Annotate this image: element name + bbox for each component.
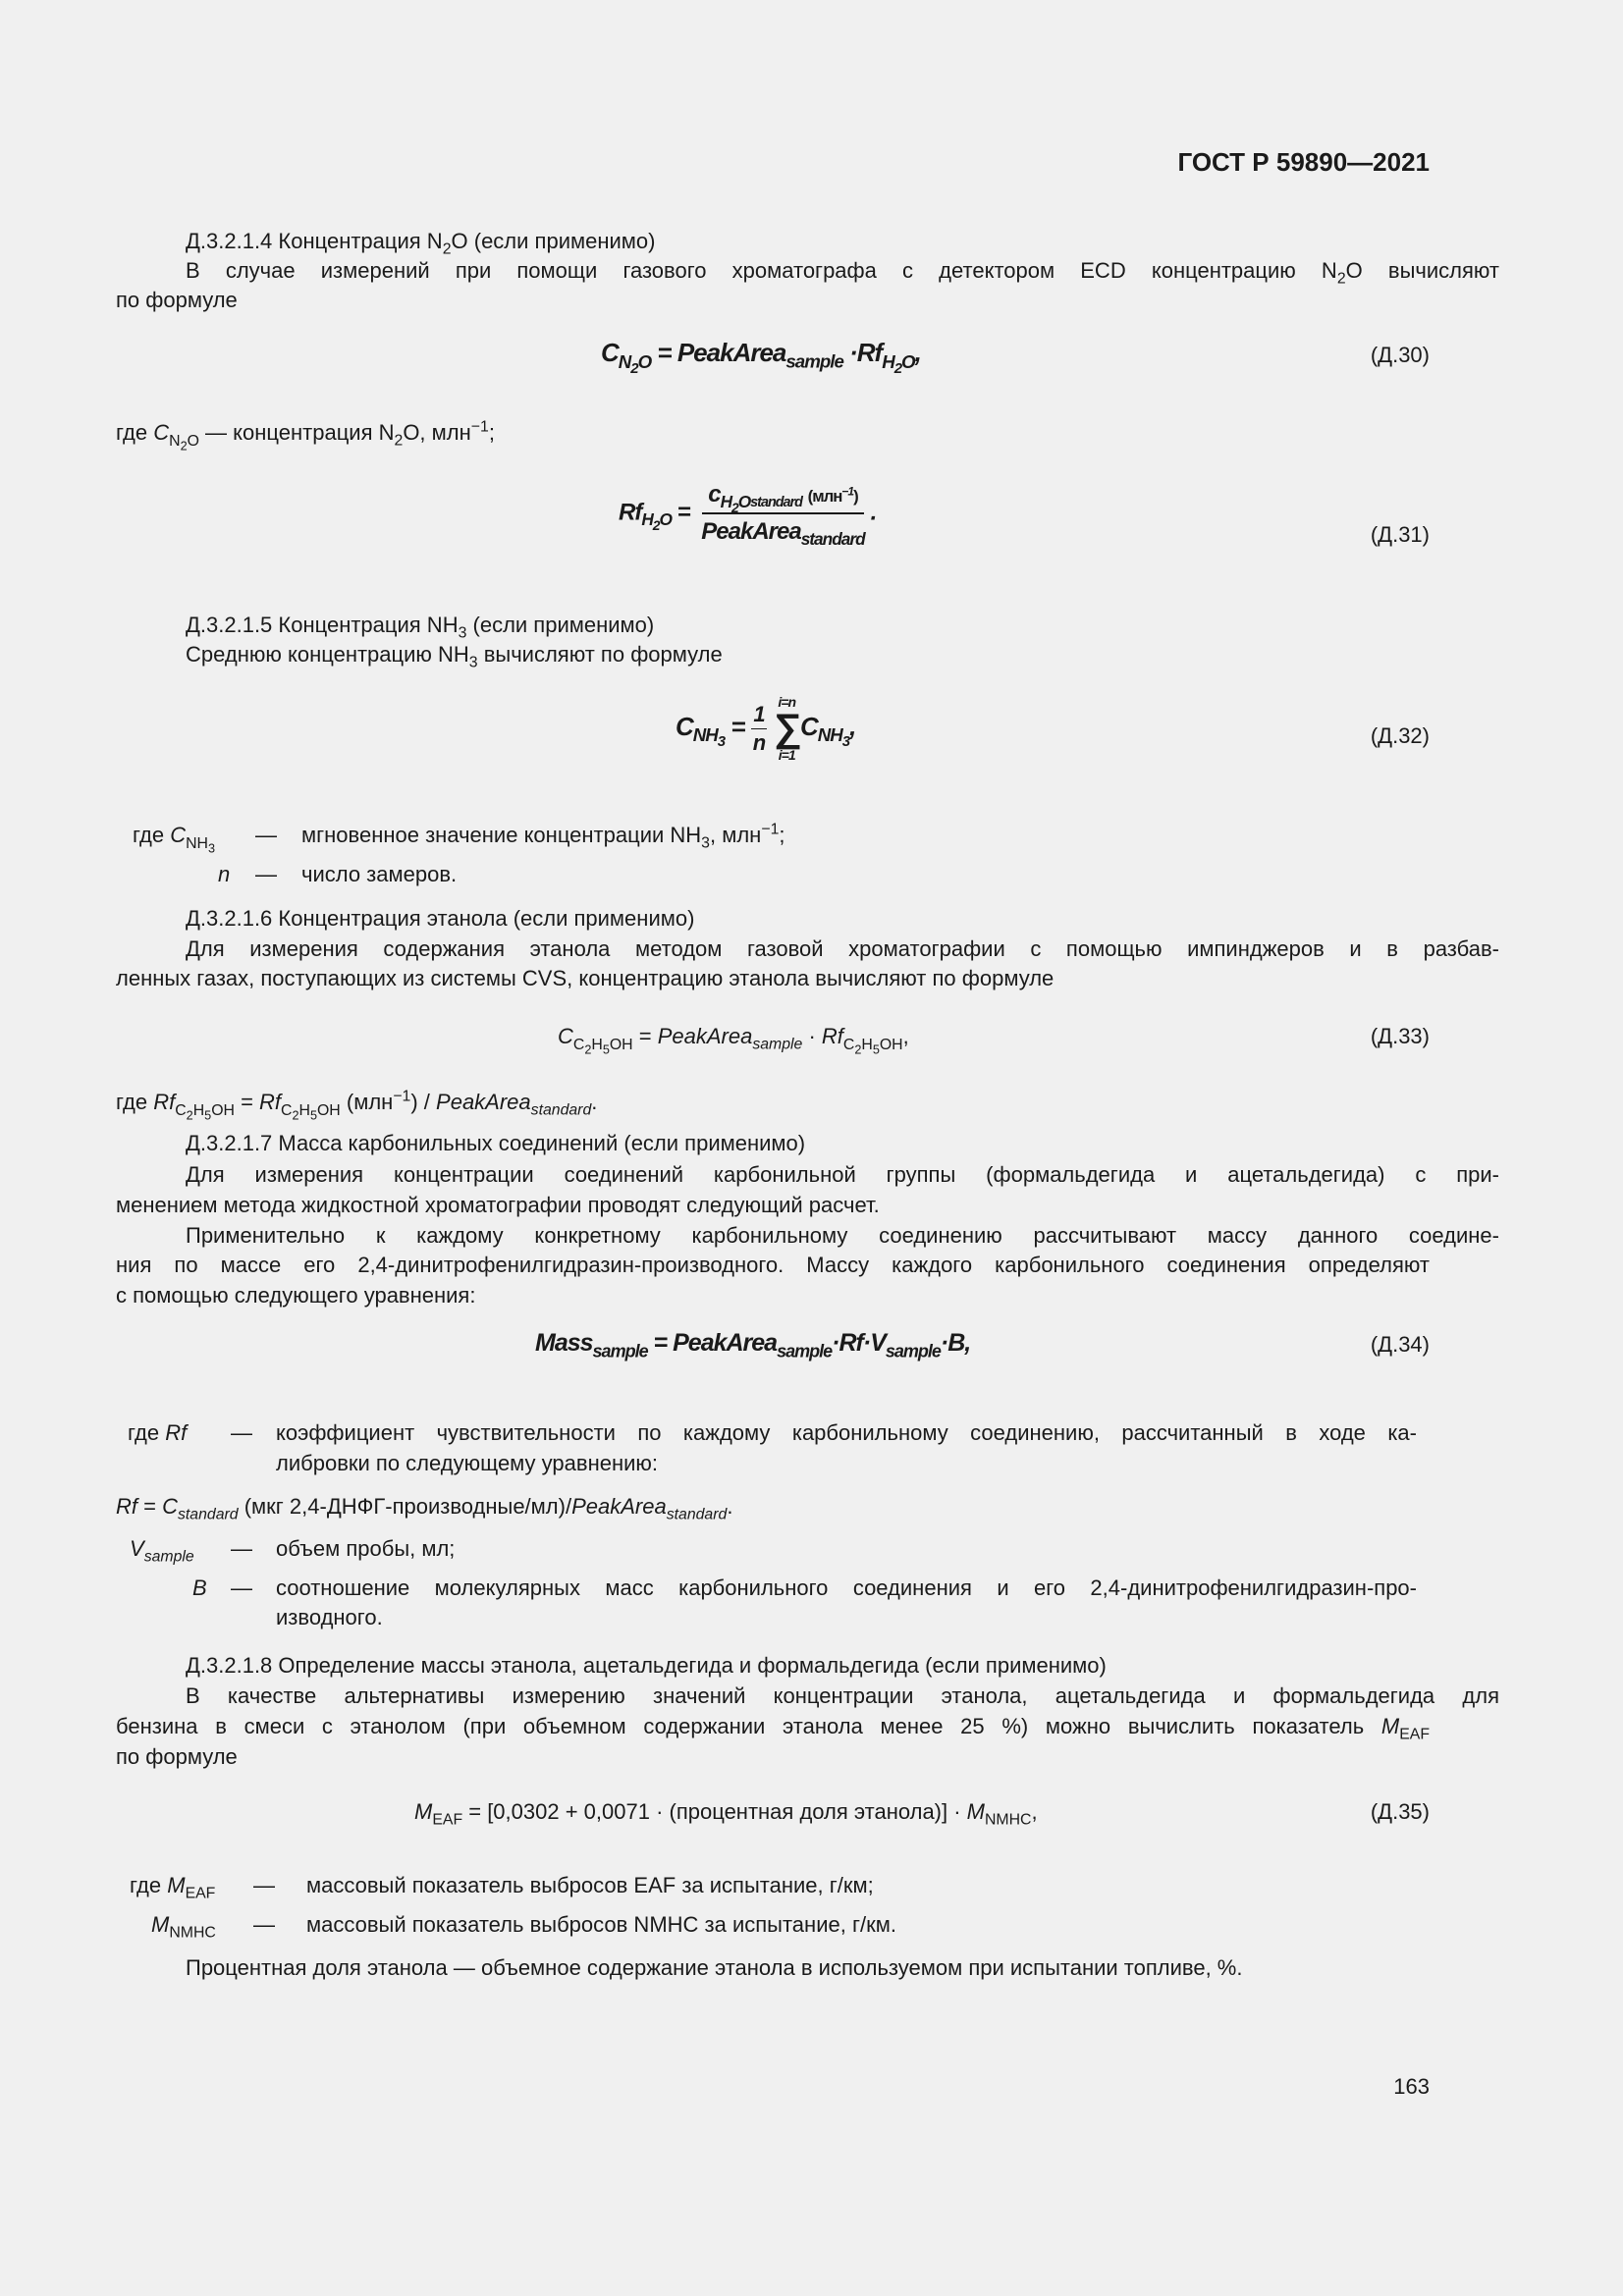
paragraph: ленных газах, поступающих из системы CVS, концентрацию этанола вычисляют по формуле xyxy=(116,966,1055,990)
equation-d30: $C_{N_2O}$ = PeakArea$_{sample}$ $\cdot Rf_{H_2O}$, xyxy=(601,338,921,377)
equation-number: (Д.33) xyxy=(1370,1024,1430,1048)
definition-var: где $C_{NH_3}$ xyxy=(133,823,216,855)
definition-dash: — xyxy=(255,823,277,847)
definition-var: n xyxy=(218,862,231,886)
paragraph: В случае измерений при помощи газового хроматографа с детектором ECD концентрацию $N_2O$ вычисляют xyxy=(186,258,1499,288)
definition-text: число замеров. xyxy=(301,862,458,886)
paragraph: ния по массе его 2,4-динитрофенилгидразин-производного. Массу каждого карбонильного соединения определяют xyxy=(116,1253,1430,1277)
equation-number: (Д.34) xyxy=(1370,1332,1430,1357)
definition-var: где $M_{EAF}$ xyxy=(130,1873,216,1902)
equation-d31: $Rf_{H_2O}$ = $\frac{c_{H_2Ostandard} (млн^{-1})}{PeakArea_{standard}}$ . xyxy=(619,481,877,550)
section-heading-n2o: Д.3.2.1.4 Концентрация $N_2O$ (если применимо) xyxy=(186,229,656,258)
section-heading-ethanol: Д.3.2.1.6 Концентрация этанола (если применимо) xyxy=(186,906,695,931)
definition-text: либровки по следующему уравнению: xyxy=(276,1451,659,1475)
definition-text: изводного. xyxy=(276,1605,383,1629)
equation-number: (Д.35) xyxy=(1370,1799,1430,1824)
definition-line: где $C_{N_2O}$ — концентрация $N_2O$, млн$^{-1}$; xyxy=(116,418,495,453)
equation-d33: $C_{C_2H_5OH}$ = PeakArea$_{sample}$ · $Rf_{C_2H_5OH}$, xyxy=(558,1024,909,1056)
section-heading-nh3: Д.3.2.1.5 Концентрация $NH_3$ (если применимо) xyxy=(186,613,655,642)
definition-dash: — xyxy=(253,1912,275,1937)
equation-number: (Д.32) xyxy=(1370,723,1430,748)
paragraph: Для измерения содержания этанола методом газовой хроматографии с помощью импинджеров и в разбав- xyxy=(186,936,1499,961)
final-note: Процентная доля этанола — объемное содержание этанола в используемом при испытании топливе, %. xyxy=(186,1955,1243,1980)
paragraph: Для измерения концентрации соединений карбонильной группы (формальдегида и ацетальдегида) с при- xyxy=(186,1162,1499,1187)
equation-d35: $M_{EAF} = [0,0302 + 0,0071$ · (процентная доля этанола)] · $M_{NMHC}$, xyxy=(414,1799,1038,1829)
paragraph: В качестве альтернативы измерению значений концентрации этанола, ацетальдегида и формальдегида для xyxy=(186,1683,1499,1708)
paragraph: Применительно к каждому конкретному карбонильному соединению рассчитывают массу данного соедине- xyxy=(186,1223,1499,1248)
definition-text: коэффициент чувствительности по каждому карбонильному соединению, рассчитанный в ходе ка- xyxy=(276,1420,1417,1445)
definition-dash: — xyxy=(255,862,277,886)
definition-text: соотношение молекулярных масс карбонильного соединения и его 2,4-динитрофенилгидразин-про- xyxy=(276,1575,1417,1600)
paragraph: по формуле xyxy=(116,288,238,312)
definition-text: массовый показатель выбросов NMHC за испытание, г/км. xyxy=(306,1912,896,1937)
definition-text: объем пробы, мл; xyxy=(276,1536,456,1561)
definition-line: где $Rf_{C_2H_5OH} = Rf_{C_2H_5OH}$ (млн$^{-1}$) / PeakArea$_{standard}$. xyxy=(116,1088,598,1122)
definition-var: B xyxy=(192,1575,207,1600)
equation-number: (Д.31) xyxy=(1370,522,1430,547)
paragraph: менением метода жидкостной хроматографии проводят следующий расчет. xyxy=(116,1193,880,1217)
document-header: ГОСТ Р 59890—2021 xyxy=(1177,147,1430,177)
equation-d34: Mass$_{sample}$ = $PeakArea_{sample}\cdot Rf\cdot V_{sample}\cdot B$, xyxy=(535,1329,971,1362)
equation-number: (Д.30) xyxy=(1370,343,1430,367)
definition-dash: — xyxy=(253,1873,275,1897)
paragraph: по формуле xyxy=(116,1744,238,1769)
definition-text: массовый показатель выбросов EAF за испытание, г/км; xyxy=(306,1873,874,1897)
paragraph: Среднюю концентрацию $NH_3$ вычисляют по формуле xyxy=(186,642,723,671)
definition-text: мгновенное значение концентрации $NH_3$, млн$^{-1}$; xyxy=(301,821,785,852)
rf-equation: $Rf = C_{standard}$ (мкг 2,4-ДНФГ-производные/мл)/PeakArea$_{standard}$. xyxy=(116,1494,733,1523)
definition-dash: — xyxy=(231,1420,252,1445)
equation-d32: $C_{NH_3}$ = $\frac{1}{n}$ i=n ∑ i=1 $C_{NH_3}$, xyxy=(676,694,856,763)
paragraph: с помощью следующего уравнения: xyxy=(116,1283,476,1308)
page-number: 163 xyxy=(1393,2074,1430,2099)
definition-var: где Rf xyxy=(128,1420,188,1445)
section-heading-eaf: Д.3.2.1.8 Определение массы этанола, ацетальдегида и формальдегида (если применимо) xyxy=(186,1653,1107,1678)
definition-dash: — xyxy=(231,1536,252,1561)
definition-var: $M_{NMHC}$ xyxy=(151,1912,216,1942)
paragraph: бензина в смеси с этанолом (при объемном содержании этанола менее 25 %) можно вычислить показатель $M_{EAF}$ xyxy=(116,1714,1430,1743)
definition-var: $V_{sample}$ xyxy=(130,1536,194,1566)
section-heading-carbonyl: Д.3.2.1.7 Масса карбонильных соединений (если применимо) xyxy=(186,1131,806,1155)
definition-dash: — xyxy=(231,1575,252,1600)
